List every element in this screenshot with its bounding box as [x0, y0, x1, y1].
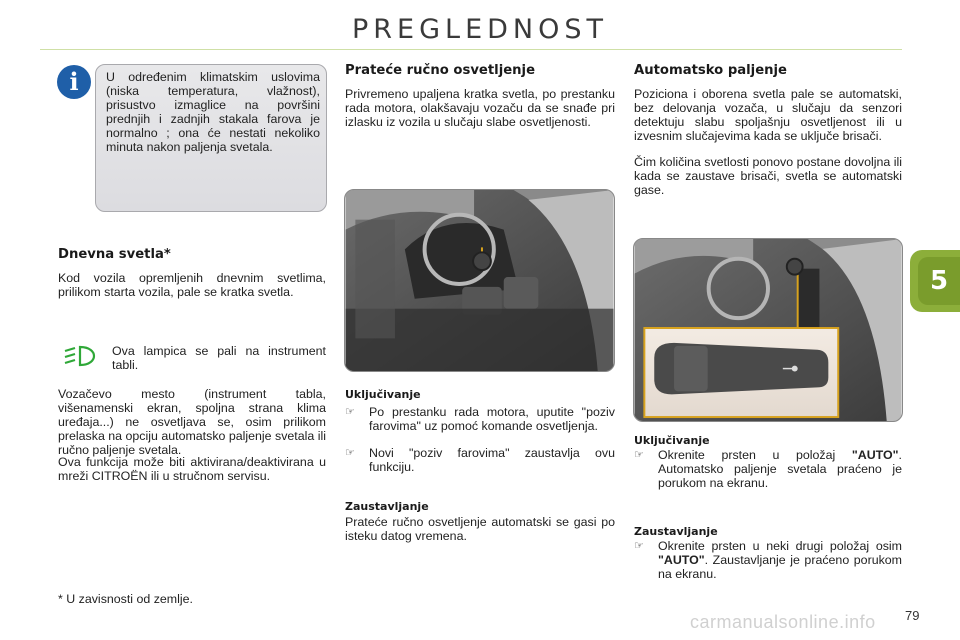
auto-lights-heading: Automatsko paljenje [634, 63, 787, 78]
auto-lights-on-item: ☞ Okrenite prsten u položaj "AUTO". Automatsko paljenje svetala praćeno je porukom na ekranu. [634, 448, 902, 490]
info-icon: i [57, 65, 91, 99]
follow-me-on-item-1: ☞ Po prestanku rada motora, uputite "poziv farovima" uz pomoć komande osvetljenja. [345, 405, 615, 433]
auto-lights-on-title: Uključivanje [634, 434, 710, 447]
bullet-icon: ☞ [634, 449, 644, 461]
daytime-lights-heading: Dnevna svetla* [58, 247, 171, 262]
bullet-icon: ☞ [634, 540, 644, 552]
follow-me-heading: Prateće ručno osvetljenje [345, 63, 536, 78]
daytime-lamp-text: Ova lampica se pali na instrument tabli. [112, 344, 326, 372]
follow-me-off-title: Zaustavljanje [345, 500, 429, 513]
page-number: 79 [905, 608, 920, 623]
bullet-icon: ☞ [345, 406, 355, 418]
footnote: * U zavisnosti od zemlje. [58, 592, 193, 606]
auto-lights-off-title: Zaustavljanje [634, 525, 718, 538]
headlamp-stalk-photo [344, 189, 615, 372]
auto-lights-intro1: Poziciona i oborena svetla pale se automatski, bez delovanja vozača, u slučaju da senzori detektuju slabu spoljašnju osvetljenost ili u izvesnim slučajevima kada se uključe brisači. [634, 87, 902, 143]
chapter-tab: 5 [918, 257, 960, 305]
follow-me-on-title: Uključivanje [345, 388, 421, 401]
watermark: carmanualsonline.info [690, 612, 876, 632]
auto-lights-intro2: Čim količina svetlosti ponovo postane dovoljna ili kada se zaustave brisači, svetla se automatski gase. [634, 155, 902, 197]
page-title: PREGLEDNOST [352, 14, 608, 45]
daytime-lights-intro: Kod vozila opremljenih dnevnim svetlima, prilikom starta vozila, pale se kratka svetla. [58, 271, 326, 299]
bullet-icon: ☞ [345, 447, 355, 459]
title-divider [40, 49, 902, 50]
info-text: U određenim klimatskim uslovima (niska temperatura, vlažnost), prisustvo izmaglice na površini prednjih i zadnjih stakala farova je normalno ; ona će nestati nekoliko minuta nakon paljenja svetala. [106, 70, 320, 154]
follow-me-intro: Privremeno upaljena kratka svetla, po prestanku rada motora, olakšavaju vozaču da se snađe pri izlasku iz vozila u slučaju slabe osvetljenosti. [345, 87, 615, 129]
daytime-lamp-icon [62, 344, 98, 368]
daytime-lights-para1: Vozačevo mesto (instrument tabla, višenamenski ekran, spoljna strana klima uređaja...) ne osvetljava se, osim prilikom prelaska na opciju automatsko paljenje svetala ili ručno paljenje svetala. [58, 387, 326, 457]
follow-me-off-text: Prateće ručno osvetljenje automatski se gasi po isteku datog vremena. [345, 515, 615, 543]
auto-lights-stalk-photo [633, 238, 903, 422]
daytime-lights-para2: Ova funkcija može biti aktivirana/deaktivirana u mreži CITROËN ili u stručnom servisu. [58, 455, 326, 483]
auto-lights-off-item: ☞ Okrenite prsten u neki drugi položaj osim "AUTO". Zaustavljanje je praćeno porukom na ekranu. [634, 539, 902, 581]
follow-me-on-item-2: ☞ Novi "poziv farovima" zaustavlja ovu funkciju. [345, 446, 615, 474]
